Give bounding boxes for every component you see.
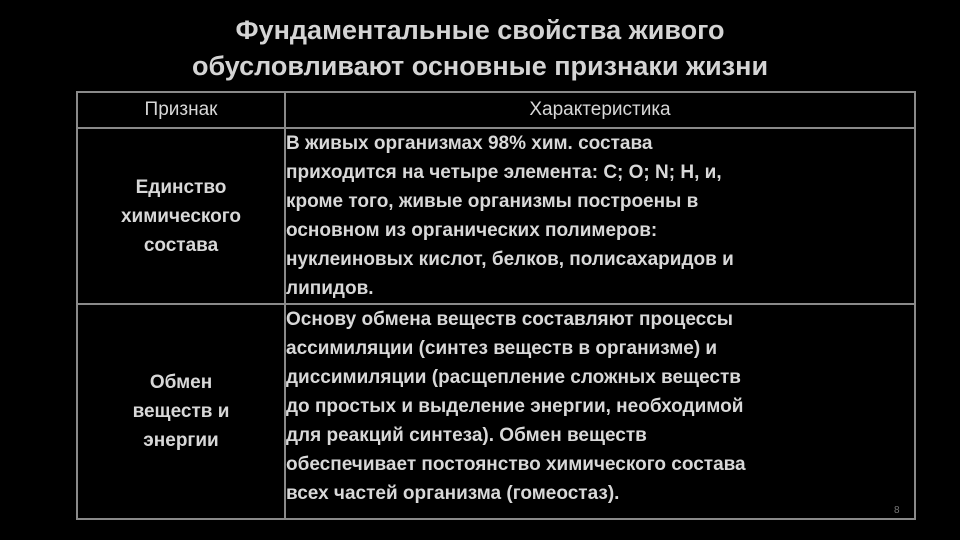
description-line: липидов. (286, 278, 374, 299)
table-row (77, 304, 915, 519)
table-row (77, 128, 915, 304)
slide-title-line-2: обусловливают основные признаки жизни (191, 51, 769, 81)
description-line: кроме того, живые организмы построены в (286, 191, 699, 212)
description-cell (285, 128, 915, 304)
description-line: обеспечивает постоянство химического состава (286, 454, 746, 475)
description-cell (285, 304, 915, 519)
header-sign: Признак (77, 92, 285, 128)
description-line: ассимиляции (синтез веществ в организме) и (286, 338, 718, 359)
table-header-row (77, 92, 915, 128)
sign-line: химического (120, 205, 242, 227)
sign-cell (77, 304, 285, 519)
slide-title-line-1: Фундаментальные свойства живого (235, 15, 725, 45)
description-line: диссимиляции (расщепление сложных веществ (286, 367, 741, 388)
description-line: нуклеиновых кислот, белков, полисахаридов и (286, 249, 734, 270)
description-line: для реакций синтеза). Обмен веществ (286, 425, 647, 446)
sign-line: веществ и (132, 401, 230, 422)
slide-title (0, 12, 960, 84)
description-line: приходится на четыре элемента: С; О; N; Н, и, (286, 162, 722, 183)
slide-number: 8 (894, 505, 900, 516)
description-line: до простых и выделение энергии, необходимой (286, 396, 744, 417)
sign-line: энергии (143, 430, 219, 451)
sign-line: Обмен (149, 372, 213, 393)
header-characteristic: Характеристика (285, 92, 915, 128)
sign-line: Единство (135, 176, 227, 198)
properties-table (76, 91, 916, 520)
description-line: В живых организмах 98% хим. состава (286, 133, 653, 154)
description-line: Основу обмена веществ составляют процессы (286, 309, 734, 330)
sign-line: состава (143, 234, 219, 256)
description-line: всех частей организма (гомеостаз). (286, 483, 620, 504)
description-line: основном из органических полимеров: (286, 220, 658, 241)
sign-cell (77, 128, 285, 304)
